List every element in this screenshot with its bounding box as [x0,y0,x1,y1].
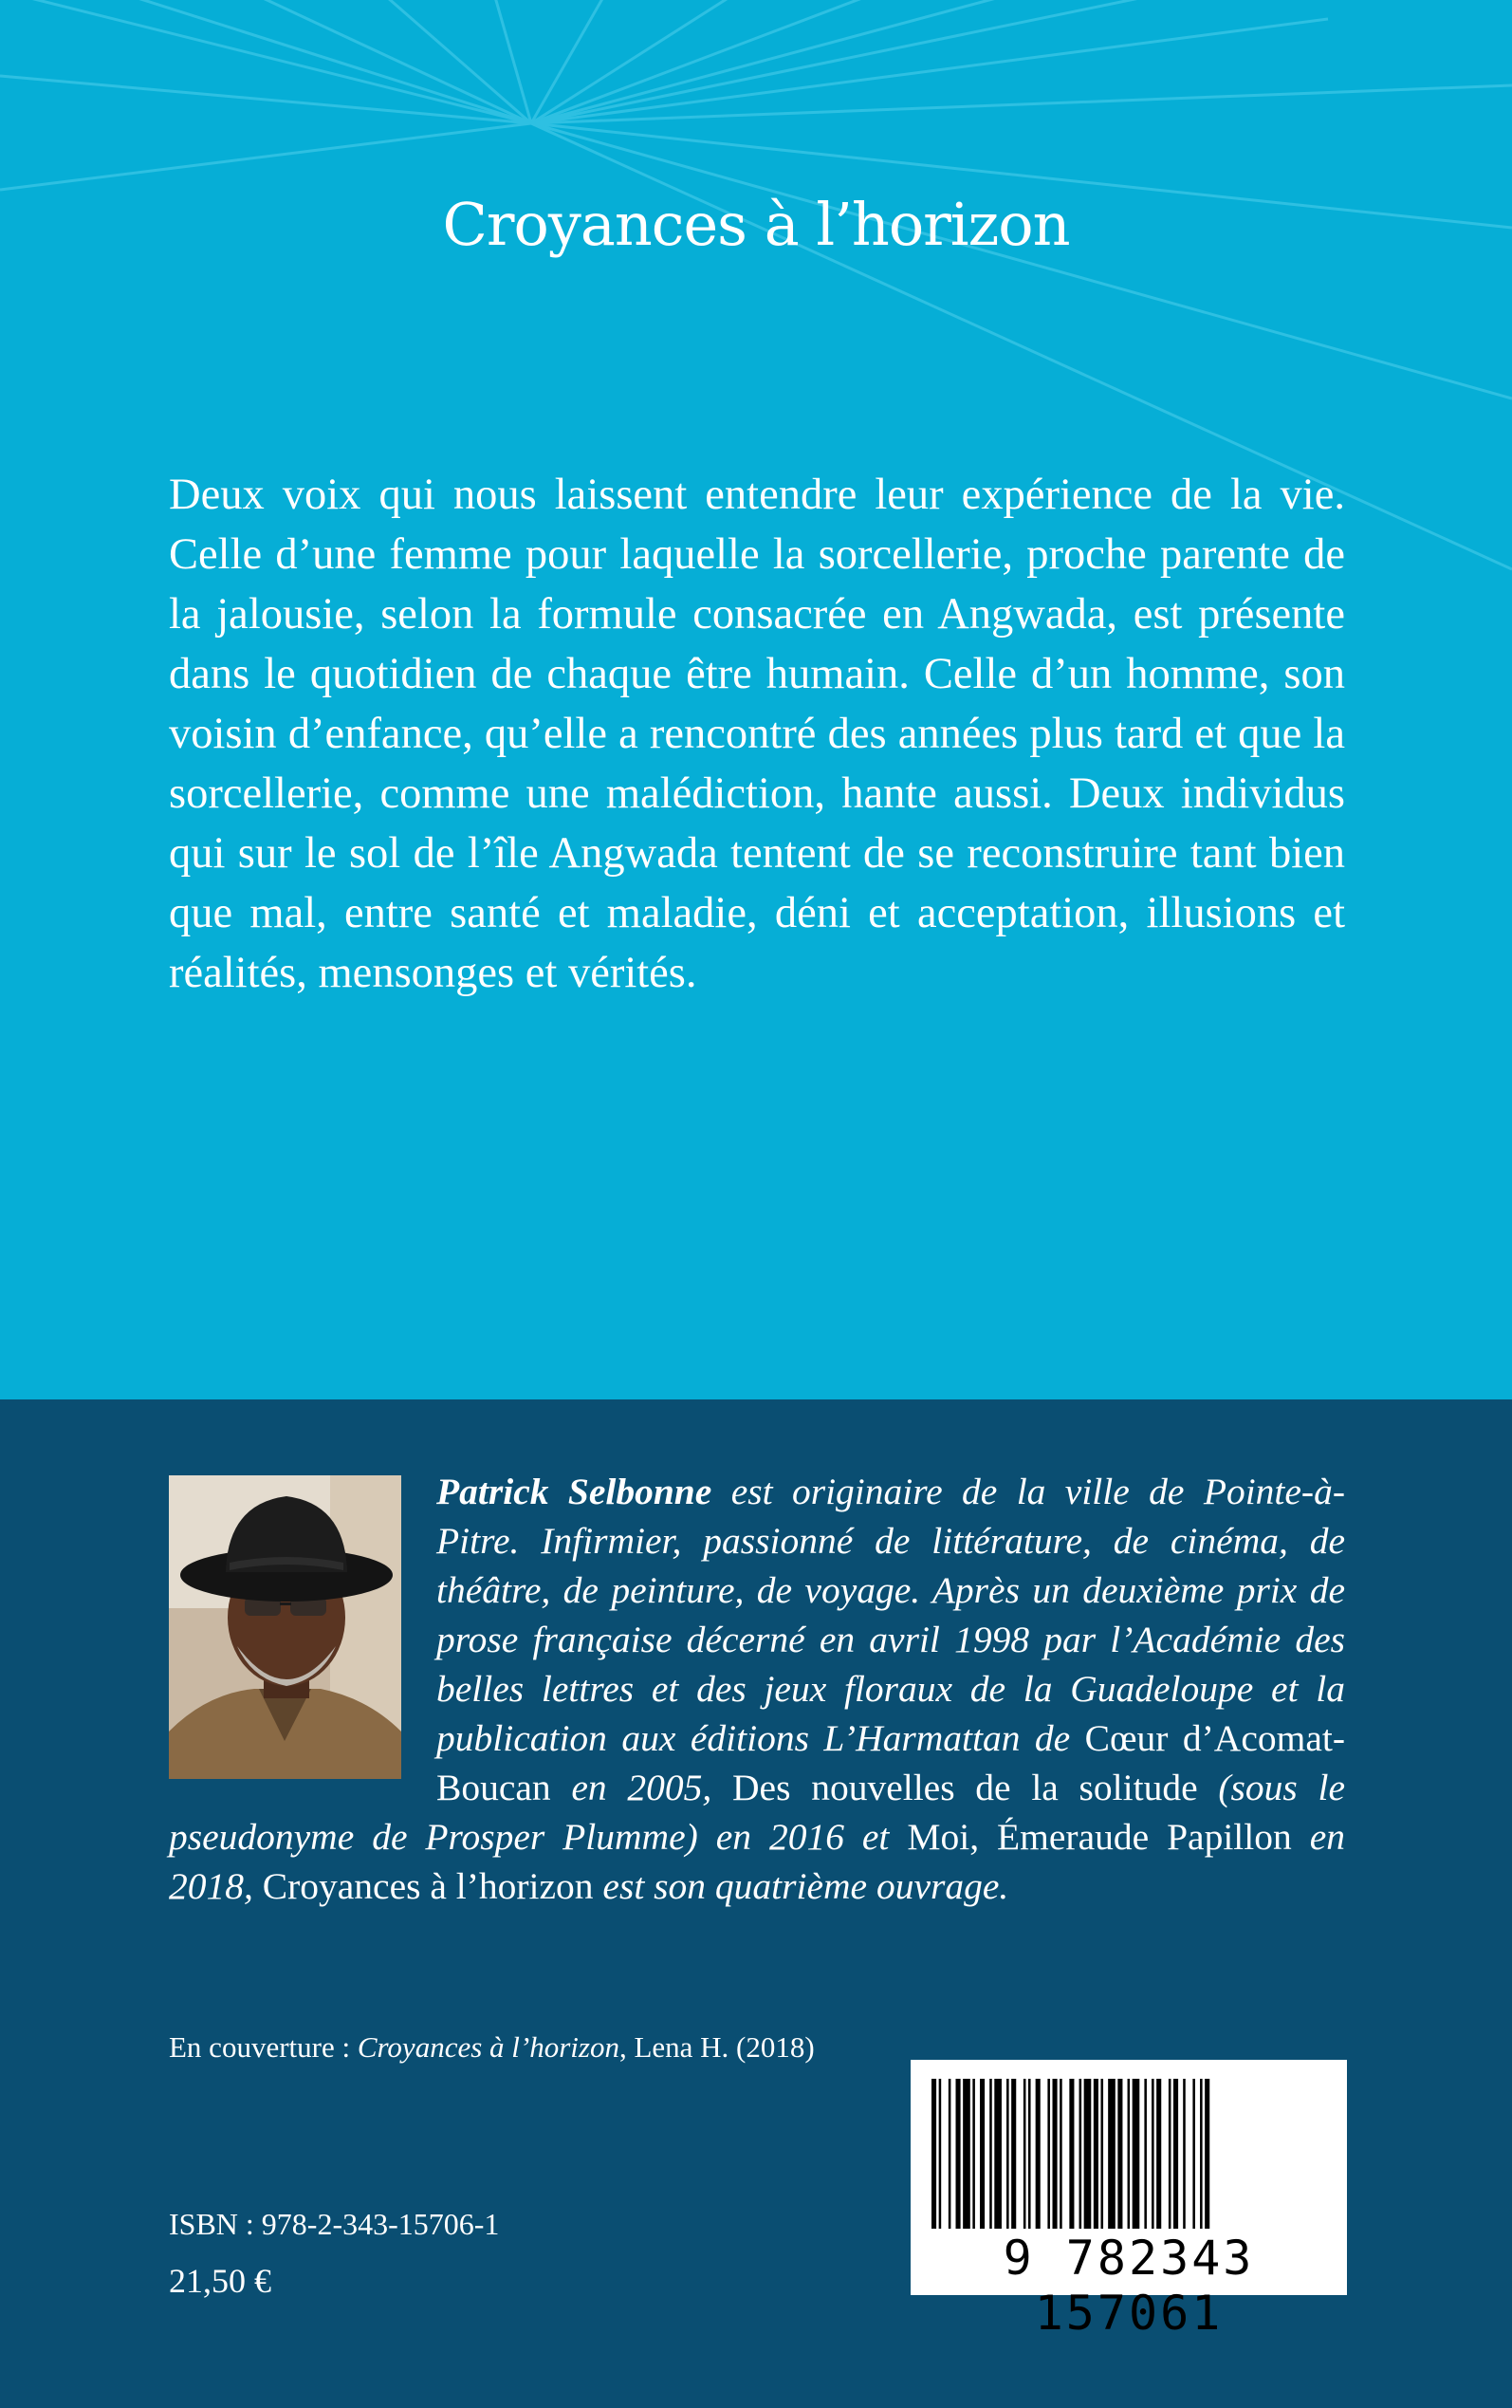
barcode-bar [1069,2079,1074,2229]
barcode-bar [1156,2079,1161,2229]
book-title: Croyances à l’horizon [442,190,1070,259]
barcode-bar [1183,2079,1186,2229]
barcode-bar [989,2079,992,2229]
author-work-title: Croyances à l’horizon [262,1865,594,1907]
author-work-title: Des nouvelles de la solitude [732,1767,1198,1808]
author-work-title: Moi, Émeraude Papillon [907,1816,1292,1858]
barcode-bar [1173,2079,1178,2229]
barcode-bar [1192,2079,1195,2229]
barcode-bar [1060,2079,1062,2229]
barcode-bar [1108,2079,1116,2229]
cover-credit-suffix: , Lena H. (2018) [618,2030,815,2064]
barcode-bar [949,2079,951,2229]
barcode-bar [1023,2079,1026,2229]
cover-credit-prefix: En couverture : [169,2030,358,2064]
barcode-bar [972,2079,975,2229]
barcode-bar [1101,2079,1104,2229]
author-photo-slot [169,1467,436,1770]
barcode-bar [1152,2079,1154,2229]
barcode-bar [963,2079,970,2229]
barcode-bar [1079,2079,1082,2229]
barcode-bar [1011,2079,1016,2229]
barcode-bar [1205,2079,1209,2229]
barcode-bar [980,2079,985,2229]
barcode-bar [931,2079,936,2229]
isbn-number: ISBN : 978-2-343-15706-1 [169,2207,500,2241]
author-bio-text: est son quatrième ouvrage. [593,1865,1009,1907]
barcode [911,2060,1347,2341]
book-blurb: Deux voix qui nous laissent entendre leur expérience de la vie. Celle d’une femme pour laquelle la sorcellerie, proche parente de la jalousie, selon la formule consacrée en Angwada, est présente dans le quotidien de chaque être humain. Celle d’un homme, son voisin d’enfance, qu’elle a rencontré des années plus tard et que la sorcellerie, comme une malédiction, hante aussi. Deux individus qui sur le sol de l’île Angwada tentent de se reconstruire tant bien que mal, entre santé et maladie, déni et acceptation, illusions et réalités, mensonges et vérités. [169,471,1345,997]
author-bio-text: en 2018, [169,1816,1345,1907]
barcode-bar [1006,2079,1009,2229]
barcode-bar [1053,2079,1058,2229]
barcode-bar [1047,2079,1050,2229]
barcode-bar [1128,2079,1131,2229]
cover-credit [169,2030,815,2065]
barcode-bar [939,2079,942,2229]
barcode-bar [1094,2079,1098,2229]
barcode-bar [994,2079,1002,2229]
barcode-bar [956,2079,961,2229]
cover-credit-work: Croyances à l’horizon [357,2030,619,2064]
barcode-bar [1169,2079,1171,2229]
barcode-bar [1133,2079,1140,2229]
barcode-bar [1117,2079,1122,2229]
author-name: Patrick Selbonne [436,1471,712,1512]
barcode-bar [1144,2079,1147,2229]
author-bio [169,1467,1345,1911]
barcode-bar [1200,2079,1203,2229]
barcode-digits: 9 782343 157061 [1003,2231,1255,2341]
price: 21,50 € [169,2262,271,2300]
author-work-title: Cœur d’Acomat-Boucan [436,1717,1345,1808]
barcode-bar [1084,2079,1092,2229]
barcode-bar [1028,2079,1031,2229]
author-bio-text: (sous le pseudonyme de Prosper Plumme) en 2016 et [169,1767,1346,1858]
barcode-bar [1036,2079,1041,2229]
author-bio-text: en 2005, [550,1767,733,1808]
author-bio-text: est originaire de la ville de Pointe-à-Pitre. Infirmier, passionné de littérature, de cinéma, de théâtre, de peinture, de voyage. Après un deuxième prix de prose française décerné en avril 1998 par l’Académie des belles lettres et des jeux floraux de la Guadeloupe et la publication aux éditions L’Harmattan de [436,1471,1345,1759]
